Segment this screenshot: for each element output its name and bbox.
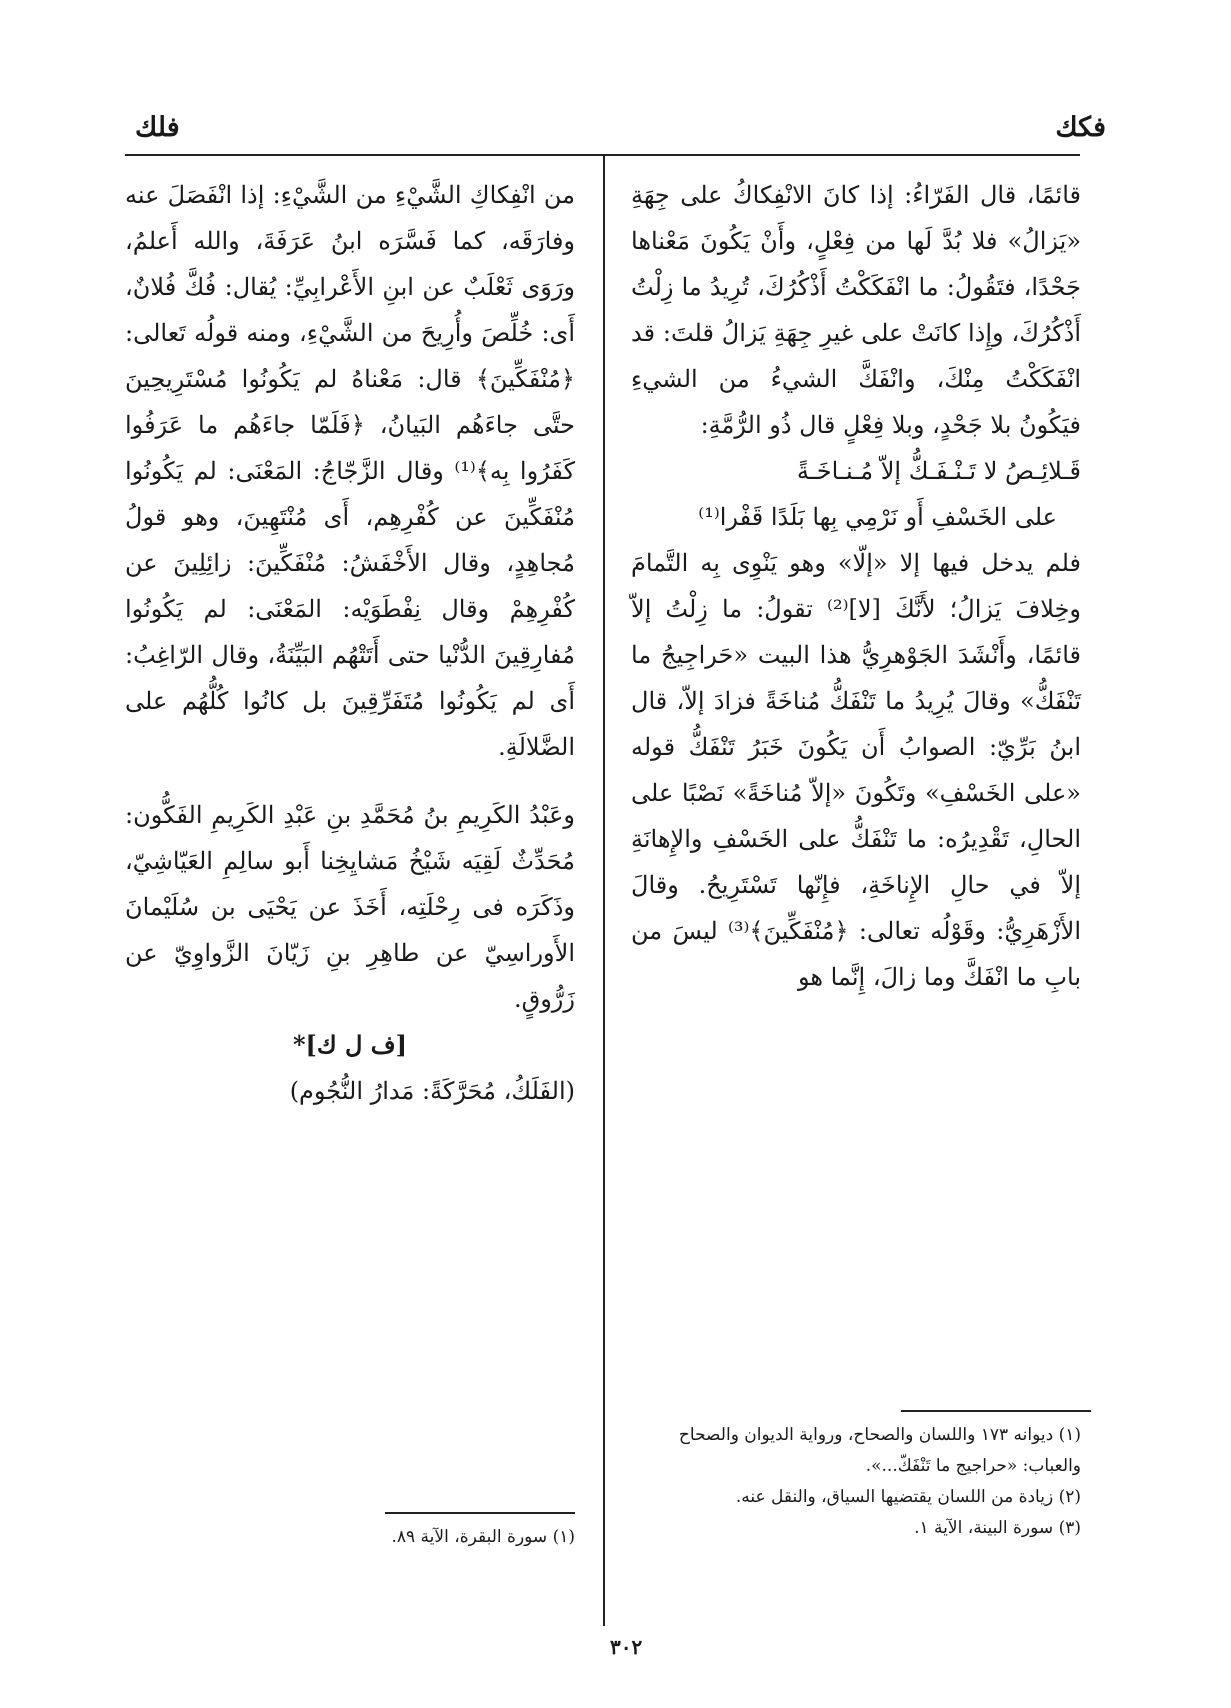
left-paragraph-2: وعَبْدُ الكَرِيمِ بنُ مُحَمَّدِ بنِ عَبْدِ الكَرِيمِ الفَكُّون: مُحَدِّثٌ لَقِيَه شَيْخُ مَشايِخِنا أَبو سالِمِ العَيّاشِيّ، وذَكَرَه فى رِحْلَتِه، أَخَذَ عن يَحْيَى بن سُلَيْمانَ الأَوراسِيّ عن طاهِرِ بنِ زَيّانَ الزَّواوِيّ عن زَرُّوقٍ. (125, 801, 575, 1013)
footnotes-left (125, 1522, 575, 1553)
page-number: ٣٠٢ (610, 1635, 643, 1659)
right-paragraph-2: فلم يدخل فيها إلا «إلّا» وهو يَنْوِى بِه التَّمامَ وخِلافَ يَزالُ؛ لأَنَّكَ [لا]⁽²⁾ تقولُ: ما زِلْتُ إلاّ قائمًا، وأَنْشَدَ الجَوْهرِيُّ هذا البيت «حَراجِيجُ ما تَنْفَكُّ» وقالَ يُرِيدُ ما تَنْفَكُّ مُناخَةً فزادَ إلاّ، قال ابنُ بَرِّيّ: الصوابُ أَن يَكُونَ خَبَرُ تَنْفَكُّ قوله «على الخَسْفِ» وتَكُونَ «إلاّ مُناخَةً» نَصْبًا على الحالِ، تَقْدِيرُه: ما تَنْفَكُّ على الخَسْفِ والإِهانَةِ إلاّ في حالِ الإِناخَةِ، فإِنّها تَسْتَرِيحُ. وقالَ الأَزْهَرِيُّ: وقَوْلُه تعالى: ﴿مُنْفَكِّينَ﴾⁽³⁾ ليسَ من بابِ ما انْفَكَّ وما زالَ، إِنَّما هو (631, 549, 1081, 991)
header-right-word: فكك (1055, 112, 1106, 143)
footnote-rule-left (385, 1512, 575, 1514)
paragraph-spacer (125, 770, 575, 792)
right-column (631, 172, 1081, 1000)
footnote: (٣) سورة البينة، الآية ١. (914, 1518, 1081, 1538)
verse-line-2: على الخَسْفِ أَو نَرْمِي بِها بَلَدًا قَفْرا⁽¹⁾ (698, 503, 1057, 531)
column-divider (603, 156, 605, 1626)
footnote: (٢) زيادة من اللسان يقتضيها السياق، والنقل عنه. (735, 1487, 1081, 1507)
footnotes-right (631, 1420, 1081, 1544)
left-column (125, 172, 575, 1114)
header-left-word: فلك (135, 112, 180, 143)
footnote-rule-right (901, 1410, 1091, 1412)
entry-heading: [ف ل ك]* (292, 1030, 408, 1059)
left-paragraph-1: من انْفِكاكِ الشَّيْءِ من الشَّيْءِ: إذا انْفَصَلَ عنه وفارَقَه، كما فَسَّرَه ابنُ عَرَفَةَ، والله أَعلمُ، ورَوَى ثَعْلَبٌ عن ابنِ الأَعْرابِيِّ: يُقال: فُكَّ فُلانٌ، أَى: خُلِّصَ وأُرِيحَ من الشَّيْءِ، ومنه قولُه تَعالى: ﴿مُنْفَكِّينَ﴾ قال: مَعْناهُ لم يَكُونُوا مُسْتَرِيحِينَ حتَّى جاءَهُم البَيانُ، ﴿فَلَمّا جاءَهُم ما عَرَفُوا كَفَرُوا بِه﴾⁽¹⁾ وقال الزَّجّاجُ: المَعْنَى: لم يَكُونُوا مُنْفَكِّينَ عن كُفْرِهِم، أَى مُنْتَهِينَ، وهو قولُ مُجاهِدٍ، وقال الأَخْفَشُ: مُنْفَكِّينَ: زائِلِينَ عن كُفْرِهِمْ وقال نِفْطَوَيْه: المَعْنَى: لم يَكُونُوا مُفارِقِينَ الدُّنْيا حتى أَتَتْهُم البَيِّنَةُ، وقال الرّاغِبُ: أَى لم يَكُونُوا مُتَفَرِّقِينَ بل كانُوا كُلُّهُم على الضَّلالَةِ. (125, 181, 575, 761)
right-paragraph-1: قائمًا، قال الفَرّاءُ: إذا كانَ الانْفِكاكُ على جِهَةِ «يَزالُ» فلا بُدَّ لَها من فِعْلٍ، وأَنْ يَكُونَ مَعْناها جَحْدًا، فتَقُولُ: ما انْفَكَكْتُ أَذْكُرُكَ، تُرِيدُ ما زِلْتُ أَذْكُرُكَ، وإِذا كانَتْ على غيرِ جِهَةِ يَزالُ قلتَ: قد انْفَكَكْتُ مِنْكَ، وانْفَكَّ الشيءُ من الشيءِ فيَكُونُ بلا جَحْدٍ، وبلا فِعْلٍ قال ذُو الرُّمَّةِ: (631, 181, 1081, 439)
footnote: (١) سورة البقرة، الآية ٨٩. (391, 1527, 575, 1547)
verse-line-1: قَـلائِـصُ لا تَـنْـفَـكُّ إلاّ مُـنـاخَـةً (796, 457, 1081, 485)
left-paragraph-3: (الفَلَكُ، مُحَرَّكَةً: مَدارُ النُّجُوم) (289, 1077, 575, 1105)
footnote: (١) ديوانه ١٧٣ واللسان والصحاح، ورواية الديوان والصحاح والعباب: «حراجيج ما تَنْفَكّ...». (678, 1425, 1081, 1476)
